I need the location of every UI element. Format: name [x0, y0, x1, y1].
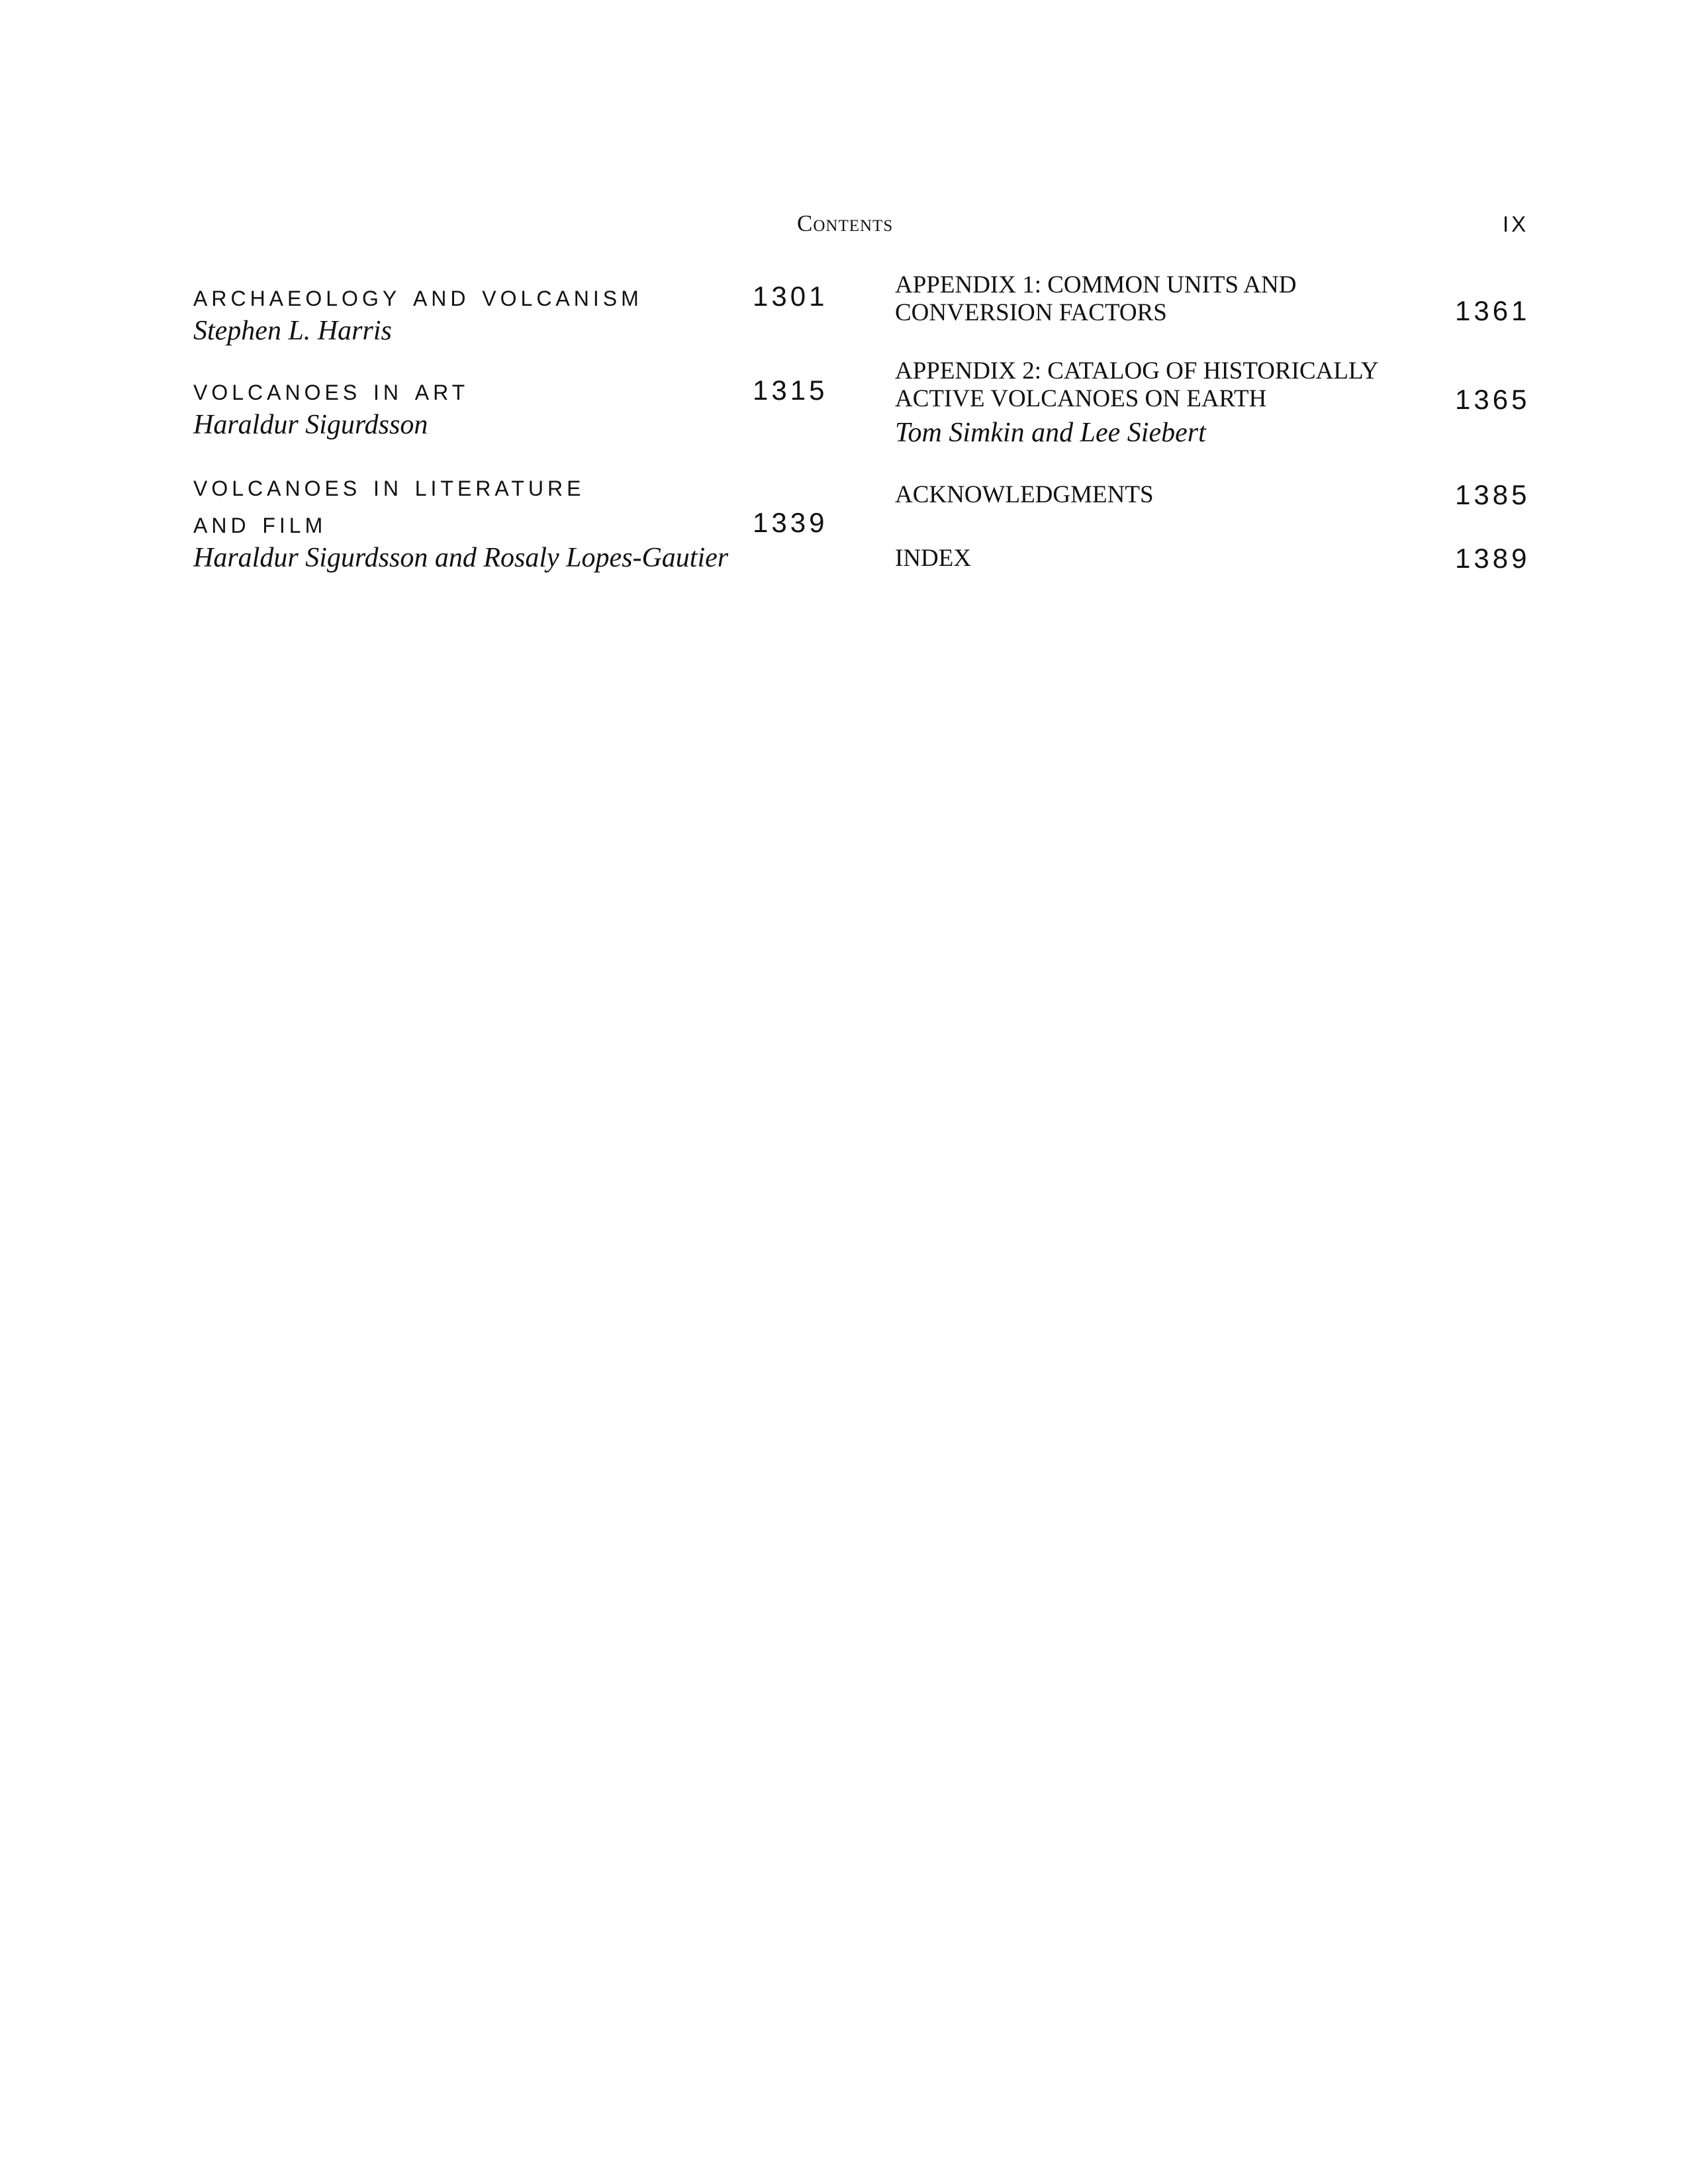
entry-title-line: ACTIVE VOLCANOES ON EARTH: [895, 385, 1267, 412]
entry-author: Tom Simkin and Lee Siebert: [895, 418, 1206, 448]
entry-title-line: CONVERSION FACTORS: [895, 299, 1167, 326]
entry-page-number: 1385: [1455, 479, 1530, 510]
entry-title: ACKNOWLEDGMENTS: [895, 481, 1154, 508]
entry-page-number: 1339: [753, 507, 828, 538]
toc-entry-acknowledgments[interactable]: [895, 481, 1154, 509]
entry-page-number: 1301: [753, 281, 828, 312]
entry-page-number: 1315: [753, 375, 828, 406]
running-head: Contents: [797, 210, 894, 236]
entry-title: INDEX: [895, 545, 972, 572]
page-number: IX: [1503, 212, 1529, 236]
entry-title-line: volcanoes in literature: [193, 468, 585, 502]
entry-title-line: APPENDIX 1: COMMON UNITS AND: [895, 271, 1297, 298]
entry-author: Stephen L. Harris: [193, 316, 392, 346]
entry-page-number: 1365: [1455, 384, 1530, 415]
toc-entry-archaeology[interactable]: [193, 277, 643, 348]
entry-title: volcanoes in art: [193, 372, 469, 406]
toc-entry-literature[interactable]: [193, 467, 728, 575]
entry-page-number: 1361: [1455, 295, 1530, 326]
entry-title-line: and film: [193, 505, 327, 539]
toc-entry-art[interactable]: [193, 371, 469, 442]
entry-title: archaeology and volcanism: [193, 278, 643, 312]
entry-page-number: 1389: [1455, 543, 1530, 574]
entry-author: Haraldur Sigurdsson and Rosaly Lopes-Gautier: [193, 543, 729, 573]
toc-entry-appendix-2[interactable]: [895, 357, 1379, 450]
toc-entry-appendix-1[interactable]: [895, 271, 1296, 327]
toc-entry-index[interactable]: [895, 545, 971, 572]
entry-author: Haraldur Sigurdsson: [193, 410, 428, 440]
entry-title-line: APPENDIX 2: CATALOG OF HISTORICALLY: [895, 357, 1379, 385]
